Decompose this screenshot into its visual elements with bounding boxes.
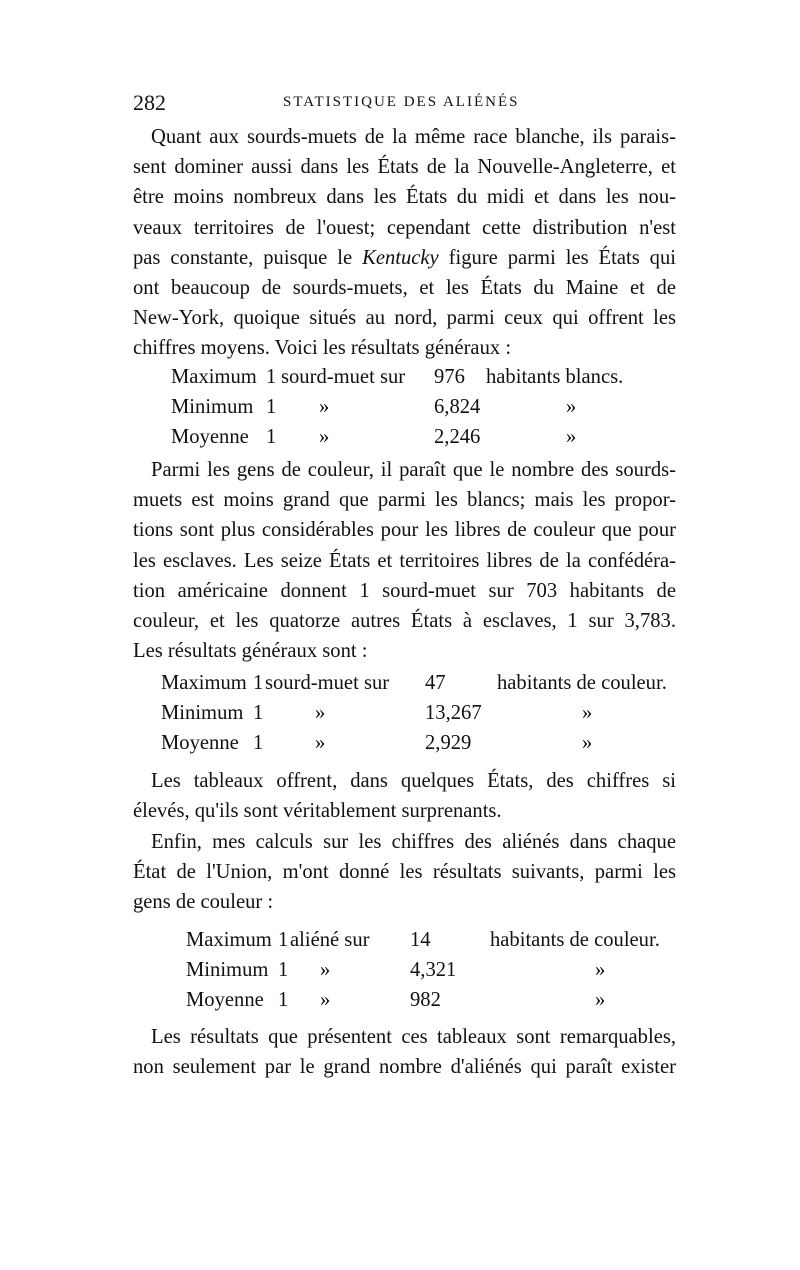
stats-table-colored-deaf-mute: [161, 668, 667, 758]
page-number: 282: [133, 90, 166, 115]
row-unit: »: [315, 731, 326, 754]
row-count: 1: [278, 928, 289, 951]
row-label: Maximum: [171, 365, 257, 388]
page-header: [133, 90, 673, 120]
text-line: ont beaucoup de sourds-muets, et les États du Maine et de: [133, 277, 676, 300]
text-line: [133, 243, 676, 273]
text-line: veaux territoires de l'ouest; cependant cette distribution n'est: [133, 216, 676, 239]
text-line: tion américaine donnent 1 sourd-muet sur 703 habitants de: [133, 579, 676, 602]
table-row: [186, 955, 660, 985]
running-title: STATISTIQUE DES ALIÉNÉS: [283, 94, 520, 110]
row-value: 976: [434, 365, 465, 388]
row-unit: sourd-muet sur: [281, 365, 406, 388]
text-line: Les tableaux offrent, dans quelques États, des chiffres si: [151, 770, 676, 792]
paragraph-2: [133, 455, 676, 666]
text-line: élevés, qu'ils sont véritablement surprenants.: [133, 800, 502, 823]
row-count: 1: [278, 958, 289, 981]
table-row: [161, 728, 667, 758]
row-value: 982: [410, 988, 441, 1011]
text-line: Quant aux sourds-muets de la même race blanche, ils parais-: [151, 126, 676, 148]
row-suffix: habitants de couleur.: [497, 671, 667, 694]
row-count: 1: [253, 701, 264, 724]
row-label: Maximum: [161, 671, 247, 694]
row-label: Minimum: [186, 958, 269, 981]
row-value: 14: [410, 928, 431, 951]
row-suffix: »: [566, 425, 577, 448]
row-unit: »: [319, 395, 330, 418]
text-line: couleur, et les quatorze autres États à esclaves, 1 sur 3,783.: [133, 610, 676, 633]
row-unit: »: [320, 988, 331, 1011]
text-line: État de l'Union, m'ont donné les résultats suivants, parmi les: [133, 861, 676, 884]
text-line: chiffres moyens. Voici les résultats généraux :: [133, 337, 512, 360]
row-unit: »: [320, 958, 331, 981]
text-line: tions sont plus considérables pour les libres de couleur que pour: [133, 519, 676, 542]
text-fragment: figure parmi les États qui: [438, 246, 676, 269]
table-row: [186, 985, 660, 1015]
row-count: 1: [266, 425, 277, 448]
text-line: Parmi les gens de couleur, il paraît que le nombre des sourds-: [151, 459, 676, 481]
paragraph-1: [133, 122, 676, 364]
text-line: les esclaves. Les seize États et territoires libres de la confédéra-: [133, 549, 676, 572]
italic-place-name: Kentucky: [362, 246, 439, 269]
row-label: Minimum: [171, 395, 254, 418]
row-count: 1: [266, 395, 277, 418]
row-value: 2,246: [434, 425, 481, 448]
row-label: Moyenne: [171, 425, 249, 448]
row-value: 6,824: [434, 395, 481, 418]
text-line: Les résultats généraux sont :: [133, 640, 368, 663]
row-suffix: habitants blancs.: [486, 365, 624, 388]
stats-table-colored-insane: [186, 925, 660, 1015]
row-suffix: »: [582, 701, 593, 724]
row-unit: aliéné sur: [290, 928, 370, 951]
text-fragment: pas constante, puisque le: [133, 246, 363, 269]
row-label: Moyenne: [161, 731, 239, 754]
row-value: 47: [425, 671, 446, 694]
row-count: 1: [253, 731, 264, 754]
row-label: Minimum: [161, 701, 244, 724]
text-line: New-York, quoique situés au nord, parmi ceux qui offrent les: [133, 307, 676, 330]
table-row: [161, 698, 667, 728]
paragraph-3: [133, 766, 676, 826]
table-row: [171, 422, 623, 452]
table-row: [186, 925, 660, 955]
text-line: sent dominer aussi dans les États de la Nouvelle-Angleterre, et: [133, 156, 676, 179]
table-row: [171, 392, 623, 422]
row-count: 1: [253, 671, 264, 694]
row-suffix: »: [582, 731, 593, 754]
row-count: 1: [278, 988, 289, 1011]
row-value: 4,321: [410, 958, 457, 981]
text-line: non seulement par le grand nombre d'aliénés qui paraît exister: [133, 1056, 676, 1079]
row-suffix: habitants de couleur.: [490, 928, 660, 951]
text-line: muets est moins grand que parmi les blancs; mais les propor-: [133, 489, 676, 512]
paragraph-5: [133, 1022, 676, 1082]
row-unit: »: [315, 701, 326, 724]
row-unit: »: [319, 425, 330, 448]
table-row: [171, 362, 623, 392]
row-unit: sourd-muet sur: [265, 671, 390, 694]
row-count: 1: [266, 365, 277, 388]
row-suffix: »: [566, 395, 577, 418]
row-value: 13,267: [425, 701, 482, 724]
stats-table-white-deaf-mute: [171, 362, 623, 452]
text-line: Enfin, mes calculs sur les chiffres des aliénés dans chaque: [151, 831, 676, 853]
paragraph-4: [133, 827, 676, 918]
row-suffix: »: [595, 988, 606, 1011]
text-line: Les résultats que présentent ces tableaux sont remarquables,: [151, 1026, 676, 1048]
row-label: Maximum: [186, 928, 272, 951]
row-value: 2,929: [425, 731, 472, 754]
row-suffix: »: [595, 958, 606, 981]
row-label: Moyenne: [186, 988, 264, 1011]
text-line: être moins nombreux dans les États du midi et dans les nou-: [133, 186, 676, 209]
table-row: [161, 668, 667, 698]
text-line: gens de couleur :: [133, 891, 274, 914]
